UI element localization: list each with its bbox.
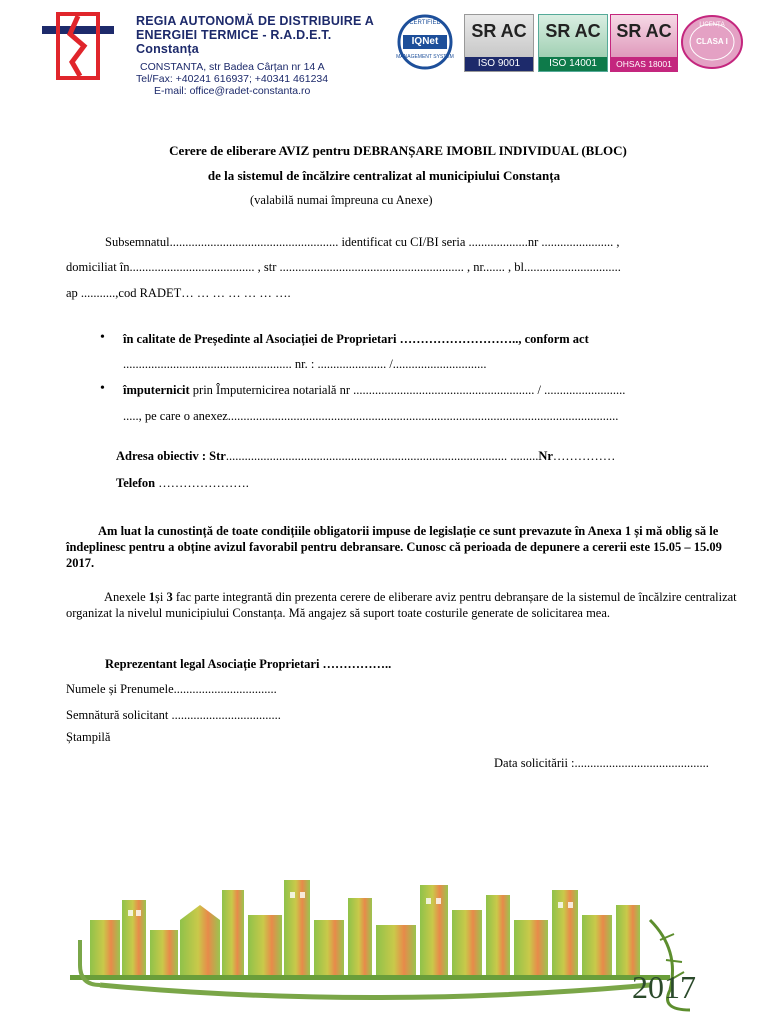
footer-year: 2017 [632, 969, 696, 1005]
annex-pre: Anexele [104, 590, 149, 604]
annex-mid: și [155, 590, 167, 604]
srac-logo-text: SR AC [545, 21, 601, 41]
iqnet-label: IQNet [411, 36, 439, 47]
licenta-badge [680, 14, 744, 70]
request-date-field: Data solicitării :........................................... [494, 756, 709, 770]
iso9001-label: ISO 9001 [465, 57, 533, 71]
iqnet-sub: MANAGEMENT SYSTEM [396, 54, 454, 60]
bullet-dot: • [100, 330, 105, 345]
srac-logo-text: SR AC [471, 21, 527, 41]
signature-field: Semnătură solicitant ................................... [66, 708, 281, 722]
annex-paragraph [66, 589, 738, 621]
objective-nr-label: Nr [538, 449, 553, 463]
objective-phone-row [116, 476, 249, 491]
org-name-line1: REGIA AUTONOMĂ DE DISTRIBUIRE A [136, 14, 374, 28]
annex-post: fac parte integrantă din prezenta cerere de eliberare aviz pentru debranșare de la sistemul de încălzire centralizat organizat la nivelul municipiului Constanța. Mă angajez să suport toate costurile generate de solicitarea mea. [66, 590, 737, 620]
org-name-line2: ENERGIEI TERMICE - R.A.D.E.T. Constanța [136, 28, 332, 56]
empowered-text: prin Împuternicirea notarială nr .......................................................... / .......................... [189, 383, 626, 397]
licenta-top: LICENȚA [699, 22, 725, 28]
city-skyline-icon [70, 860, 710, 1020]
bullet2-line1 [123, 383, 625, 398]
bullet2-line2: ....., pe care o anexez............................................................................................................................. [123, 409, 619, 423]
org-block [136, 14, 386, 97]
radet-logo-icon [42, 12, 114, 80]
form-row-apartment: ap ...........,cod RADET… … … … … … …. [66, 286, 291, 300]
objective-phone-dots: …………………. [155, 476, 249, 490]
srac-iso9001-badge [464, 14, 534, 72]
name-field: Numele și Prenumele................................. [66, 682, 277, 696]
objective-address-label: Adresa obiectiv : Str [116, 449, 226, 463]
org-phones: Tel/Fax: +40241 616937; +40341 461234 [136, 73, 329, 85]
org-address: CONSTANTA, str Badea Cârțan nr 14 A [140, 61, 325, 73]
title-line1: Cerere de eliberare AVIZ pentru DEBRANȘARE IMOBIL INDIVIDUAL (BLOC) [169, 143, 627, 158]
annex-number-3: 3 [166, 590, 173, 604]
clasa-label: CLASA I [696, 37, 728, 46]
ohsas-label: OHSAS 18001 [611, 57, 677, 71]
iqnet-top: CERTIFIED [409, 20, 441, 26]
objective-address-row [116, 449, 615, 464]
stamp-field: Ștampilă [66, 730, 111, 744]
conditions-notice: Am luat la cunostință de toate condițiile obligatorii impuse de legislație ce sunt prevazute în Anexa 1 și mă oblig să le îndeplinesc pentru a obține avizul favorabil pentru debransare. Cunosc că perioada de depunere a cererii este 15.05 – 15.09 2017. [66, 524, 722, 570]
objective-nr-dots: …………… [552, 449, 616, 463]
form-row-address: domiciliat în........................................ , str ........................................................... , nr....... , bl............................... [66, 260, 621, 274]
annex-number-1: 1 [148, 590, 156, 604]
footer-illustration [70, 860, 710, 1020]
srac-iso14001-badge [538, 14, 608, 72]
empowered-label: împuternicit [123, 383, 190, 397]
bullet1-line1: în calitate de Președinte al Asociației de Proprietari ……………………….., conform act [123, 332, 589, 346]
srac-logo-text: SR AC [616, 21, 672, 41]
iqnet-badge [393, 14, 457, 70]
iso14001-label: ISO 14001 [539, 57, 607, 71]
header [0, 0, 768, 110]
objective-phone-label: Telefon [116, 476, 156, 490]
bullet1-line2: ...................................................... nr. : ...................... /.............................. [123, 357, 487, 371]
legal-representative: Reprezentant legal Asociație Proprietari …………….. [105, 657, 392, 671]
title-line2: de la sistemul de încălzire centralizat al municipiului Constanța [207, 168, 561, 183]
title-line3: (valabilă numai împreuna cu Anexe) [250, 193, 433, 207]
objective-address-dots: .......................................................................................... ......... [225, 449, 539, 463]
org-email: E-mail: office@radet-constanta.ro [154, 85, 311, 97]
form-row-identity: Subsemnatul...................................................... identificat cu CI/BI seria ...................nr ....................... , [105, 235, 620, 249]
bullet-dot: • [100, 381, 105, 396]
srac-ohsas-badge [610, 14, 678, 72]
